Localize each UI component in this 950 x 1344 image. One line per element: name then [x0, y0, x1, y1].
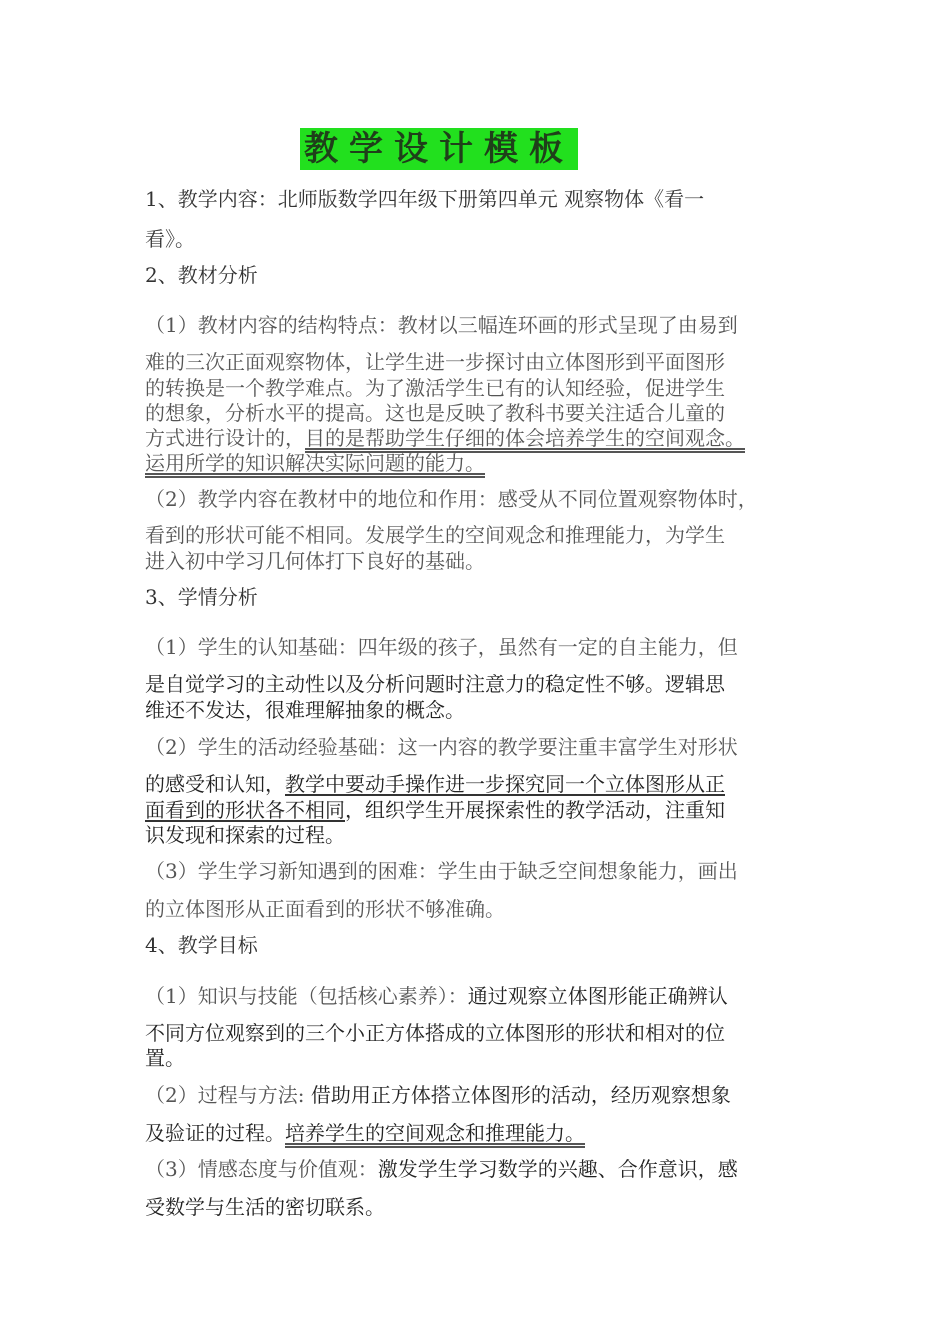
paragraph-line [145, 771, 725, 797]
text-segment: 方式进行设计的， [145, 426, 305, 450]
text-segment: （1）知识与技能（包括核心素养）： [145, 984, 468, 1008]
section-2-heading: 2、教材分析 [145, 263, 258, 287]
paragraph-line: 的想象，分析水平的提高。这也是反映了教科书要关注适合儿童的 [145, 401, 725, 425]
section-3-heading: 3、学情分析 [145, 585, 258, 609]
paragraph-line [145, 1120, 585, 1146]
paragraph-line [145, 983, 728, 1009]
paragraph-line: （3）学生学习新知遇到的困难：学生由于缺乏空间想象能力，画出 [145, 859, 738, 883]
paragraph-line [145, 425, 745, 451]
paragraph-line: 看到的形状可能不相同。发展学生的空间观念和推理能力，为学生 [145, 523, 725, 547]
paragraph-line: 识发现和探索的过程。 [145, 823, 345, 847]
text-segment: 通过观察立体图形能正确辨认 [467, 984, 728, 1008]
paragraph-line: （1）教材内容的结构特点：教材以三幅连环画的形式呈现了由易到 [145, 313, 738, 337]
paragraph-line: （2）学生的活动经验基础：这一内容的教学要注重丰富学生对形状 [145, 735, 738, 759]
text-segment: 激发学生学习数学的兴趣、合作意识，感 [377, 1157, 738, 1181]
text-segment: （3）情感态度与价值观： [145, 1157, 378, 1181]
paragraph-line: 受数学与生活的密切联系。 [145, 1195, 385, 1219]
paragraph-line: 置。 [145, 1046, 185, 1070]
text-segment: 及验证的过程。 [145, 1121, 285, 1145]
text-segment: 借助用正方体搭立体图形的活动，经历观察想象 [304, 1083, 731, 1107]
underlined-text: 教学中要动手操作进一步探究同一个立体图形从正 [285, 772, 725, 796]
underlined-text: 运用所学的知识解决实际问题的能力。 [145, 451, 485, 475]
paragraph-line: 维还不发达，很难理解抽象的概念。 [145, 698, 465, 722]
section-4-heading: 4、教学目标 [145, 933, 258, 957]
paragraph-line [145, 450, 485, 476]
paragraph-line: 的立体图形从正面看到的形状不够准确。 [145, 897, 505, 921]
text-segment: ，组织学生开展探索性的教学活动，注重知 [345, 798, 725, 822]
paragraph-line: 进入初中学习几何体打下良好的基础。 [145, 549, 485, 573]
paragraph-line: 的转换是一个教学难点。为了激活学生已有的认知经验，促进学生 [145, 376, 725, 400]
underlined-text: 培养学生的空间观念和推理能力。 [285, 1121, 585, 1145]
text-segment: （2）过程与方法: [145, 1083, 305, 1107]
paragraph-line: 不同方位观察到的三个小正方体搭成的立体图形的形状和相对的位 [145, 1021, 725, 1045]
paragraph-line: 难的三次正面观察物体，让学生进一步探讨由立体图形到平面图形 [145, 350, 725, 374]
paragraph-line [145, 797, 725, 823]
section-1-line-1: 1、教学内容：北师版数学四年级下册第四单元 观察物体《看一 [145, 187, 705, 211]
paragraph-line [145, 1082, 731, 1108]
section-1-line-2: 看》。 [145, 227, 195, 251]
underlined-text: 面看到的形状各不相同 [145, 798, 345, 822]
paragraph-line: （2）教学内容在教材中的地位和作用：感受从不同位置观察物体时， [145, 487, 758, 511]
paragraph-line: 是自觉学习的主动性以及分析问题时注意力的稳定性不够。逻辑思 [145, 672, 725, 696]
paragraph-line [145, 1156, 738, 1182]
paragraph-line: （1）学生的认知基础：四年级的孩子，虽然有一定的自主能力，但 [145, 635, 738, 659]
document-title: 教学设计模板 [300, 128, 578, 170]
underlined-text: 目的是帮助学生仔细的体会培养学生的空间观念。 [305, 426, 745, 450]
text-segment: 的感受和认知， [145, 772, 285, 796]
